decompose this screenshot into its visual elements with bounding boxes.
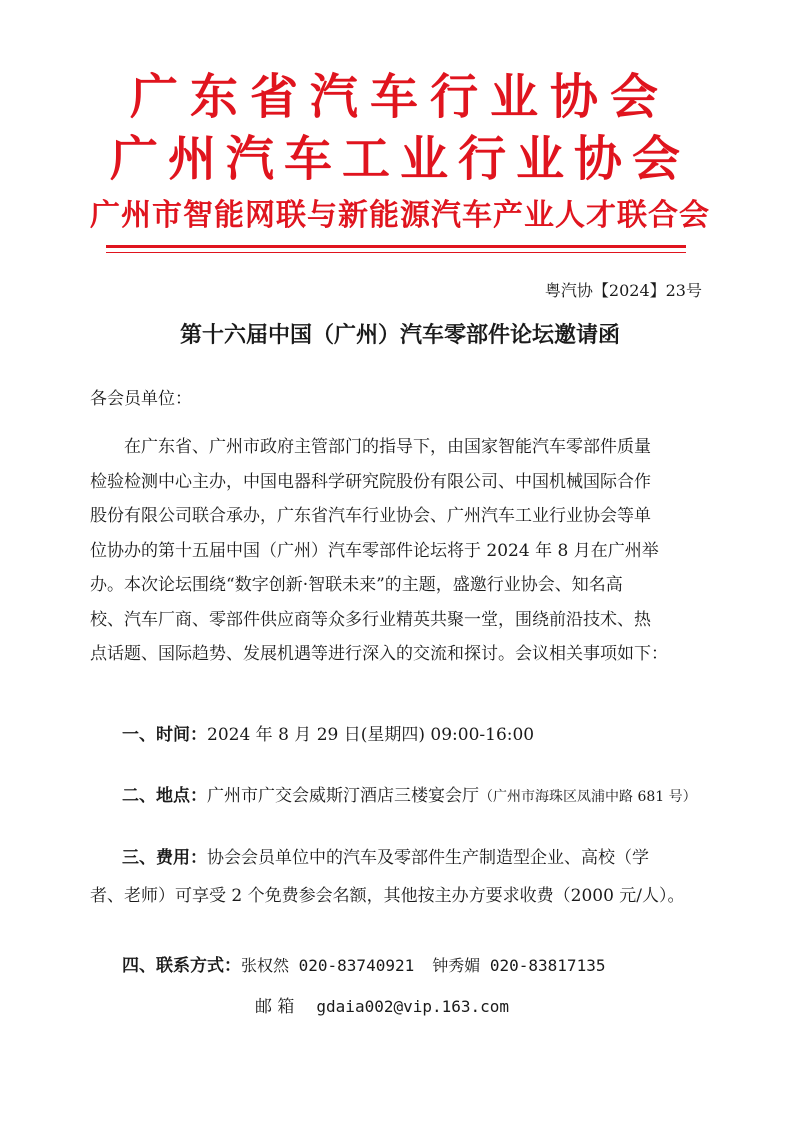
item-contact [122,951,605,976]
org-name-guangzhou-talent-alliance: 广州市智能网联与新能源汽车产业人才联合会 [90,198,710,233]
org-name-guangdong-auto-association: 广东省汽车行业协会 [129,69,670,125]
body-paragraph [90,430,712,672]
time-label: 一、时间： [122,725,207,745]
body-line: 股份有限公司联合承办，广东省汽车行业协会、广州汽车工业行业协会等单 [90,506,651,526]
body-line: 在广东省、广州市政府主管部门的指导下，由国家智能汽车零部件质量 [124,437,651,457]
org-name-guangzhou-auto-industry-association: 广州汽车工业行业协会 [109,131,690,187]
time-value: 2024 年 8 月 29 日(星期四) 09:00-16:00 [207,725,535,745]
place-value: 广州市广交会威斯汀酒店三楼宴会厅 [207,786,479,806]
body-line: 校、汽车厂商、零部件供应商等众多行业精英共聚一堂，围绕前沿技术、热 [90,609,651,630]
salutation: 各会员单位： [90,389,192,409]
body-line: 点话题、国际趋势、发展机遇等进行深入的交流和探讨。会议相关事项如下： [90,644,668,664]
contact-person-2: 钟秀媚 020-83817135 [432,956,606,975]
item-fee [122,843,649,868]
item-time [122,720,534,745]
email-address[interactable]: gdaia002@vip.163.com [316,997,510,1016]
contact-email-row [255,992,509,1017]
header-divider-thick [106,245,686,248]
body-line: 位协办的第十五届中国（广州）汽车零部件论坛将于 2024 年 8 月在广州举 [90,540,659,561]
place-address: （广州市海珠区凤浦中路 681 号） [479,789,697,805]
contact-person-1: 张权然 020-83740921 [241,956,415,975]
body-line: 办。本次论坛围绕“数字创新·智联未来”的主题，盛邀行业协会、知名高 [90,575,623,595]
contact-label: 四、联系方式： [122,956,241,976]
email-label: 邮 箱 [255,997,295,1017]
fee-label: 三、费用： [122,848,207,868]
place-label: 二、地点： [122,786,207,806]
item-place [122,781,697,806]
body-line: 检验检测中心主办，中国电器科学研究院股份有限公司、中国机械国际合作 [90,471,651,492]
header-divider-thin [106,252,686,253]
fee-value-line2: 者、老师）可享受 2 个免费参会名额，其他按主办方要求收费（2000 元/人）。 [90,886,685,906]
document-number: 粤汽协【2024】23号 [544,281,702,300]
page-title: 第十六届中国（广州）汽车零部件论坛邀请函 [179,323,620,348]
fee-value-line1: 协会会员单位中的汽车及零部件生产制造型企业、高校（学 [207,848,649,868]
